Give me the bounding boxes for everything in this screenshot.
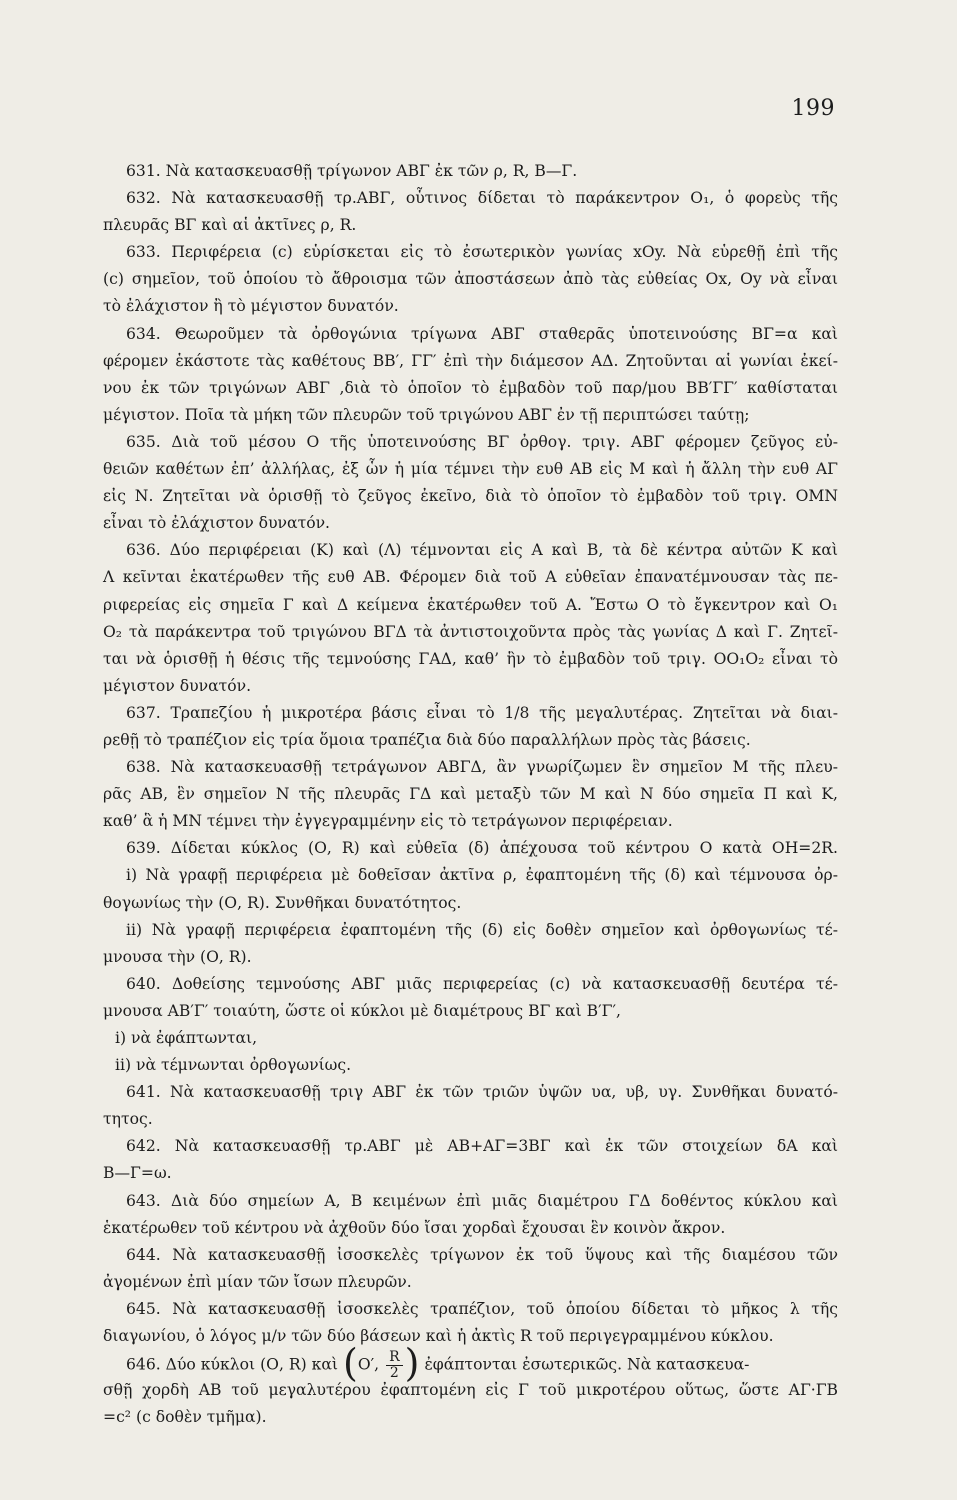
line: θειῶν καθέτων ἐπ’ ἀλλήλας, ἐξ ὧν ἡ μία τέμνει τὴν ευθ ΑΒ εἰς Μ καὶ ἡ ἄλλη τὴν ευθ ΑΓ	[103, 460, 838, 479]
line: 640. Δοθείσης τεμνούσης ΑΒΓ μιᾶς περιφερείας (c) νὰ κατασκευασθῇ δευτέρα τέ-	[126, 974, 838, 993]
line: ii) νὰ τέμνωνται ὀρθογωνίως.	[115, 1056, 352, 1075]
point-label: Ο′,	[357, 1355, 380, 1374]
line: εἰς Ν. Ζητεῖται νὰ ὁρισθῇ τὸ ζεῦγος ἐκεῖνο, διὰ τὸ ὁποῖον τὸ ἐμβαδὸν τοῦ τριγ. ΟΜΝ	[103, 487, 838, 506]
line: εἶναι τὸ ἐλάχιστον δυνατόν.	[103, 514, 331, 533]
line: τητος.	[103, 1110, 153, 1129]
fraction-denominator: 2	[389, 1365, 399, 1382]
right-paren: )	[404, 1340, 420, 1385]
line: καθ’ ἃ ἡ ΜΝ τέμνει τὴν ἐγγεγραμμένην εἰς τὸ τετράγωνον περιφέρειαν.	[103, 812, 673, 831]
fraction-numerator: R	[386, 1350, 403, 1366]
line: 631. Νὰ κατασκευασθῇ τρίγωνον ΑΒΓ ἐκ τῶν ρ, R, Β—Γ.	[126, 162, 578, 180]
line: ται νὰ ὁρισθῇ ἡ θέσις τῆς τεμνούσης ΓΑΔ, καθ’ ἣν τὸ ἐμβαδὸν τοῦ τριγ. ΟΟ₁Ο₂ εἶναι τὸ	[103, 649, 838, 668]
line: i) νὰ ἐφάπτωνται,	[115, 1029, 258, 1047]
exercise-text	[103, 158, 838, 1431]
line: Λ κεῖνται ἑκατέρωθεν τῆς ευθ ΑΒ. Φέρομεν διὰ τοῦ Α εὐθεῖαν ἐπανατέμνουσαν τὰς πε-	[103, 568, 838, 587]
line: 636. Δύο περιφέρειαι (Κ) καὶ (Λ) τέμνονται εἰς Α καὶ Β, τὰ δὲ κέντρα αὐτῶν Κ καὶ	[126, 541, 838, 560]
line: μνουσα ΑΒ′Γ′ τοιαύτη, ὥστε οἱ κύκλοι μὲ διαμέτρους ΒΓ καὶ Β′Γ′,	[103, 1001, 621, 1020]
line: 645. Νὰ κατασκευασθῇ ἰσοσκελὲς τραπέζιον, τοῦ ὁποίου δίδεται τὸ μῆκος λ τῆς	[126, 1299, 838, 1318]
line: πλευρᾶς ΒΓ καὶ αἱ ἀκτῖνες ρ, R.	[103, 216, 357, 235]
line: 641. Νὰ κατασκευασθῇ τριγ ΑΒΓ ἐκ τῶν τριῶν ὑψῶν υα, υβ, υγ. Συνθῆκαι δυνατό-	[126, 1083, 838, 1102]
line: =c² (c δοθὲν τμῆμα).	[103, 1408, 267, 1427]
line-646	[103, 1340, 838, 1385]
line: νου ἐκ τῶν τριγώνων ΑΒΓ ,διὰ τὸ ὁποῖον τὸ ἐμβαδὸν τοῦ παρ/μου ΒΒ′ΓΓ′ καθίσταται	[103, 378, 838, 397]
line: τὸ ἐλάχιστον ἢ τὸ μέγιστον δυνατόν.	[103, 297, 399, 316]
line: (c) σημεῖον, τοῦ ὁποίου τὸ ἄθροισμα τῶν ἀποστάσεων ἀπὸ τὰς εὐθείας Οx, Oy νὰ εἶναι	[103, 270, 838, 289]
line: μέγιστον. Ποῖα τὰ μήκη τῶν πλευρῶν τοῦ τριγώνου ΑΒΓ ἐν τῇ περιπτώσει ταύτῃ;	[103, 405, 750, 424]
line: διαγωνίου, ὁ λόγος μ/ν τῶν δύο βάσεων καὶ ἡ ἀκτὶς R τοῦ περιγεγραμμένου κύκλου.	[103, 1327, 774, 1346]
line-646-end: ἐφάπτονται ἐσωτερικῶς. Νὰ κατασκευα-	[424, 1355, 750, 1374]
left-paren: (	[343, 1340, 358, 1385]
line-646-start: 646. Δύο κύκλοι (Ο, R) καὶ	[126, 1355, 339, 1374]
line: 639. Δίδεται κύκλος (Ο, R) καὶ εὐθεῖα (δ) ἀπέχουσα τοῦ κέντρου Ο κατὰ ΟΗ=2R.	[126, 839, 838, 858]
line: 643. Διὰ δύο σημείων Α, Β κειμένων ἐπὶ μιᾶς διαμέτρου ΓΔ δοθέντος κύκλου καὶ	[126, 1191, 838, 1210]
line: ρεθῇ τὸ τραπέζιον εἰς τρία ὅμοια τραπέζια διὰ δύο παραλλήλων πρὸς τὰς βάσεις.	[103, 730, 751, 749]
line: 634. Θεωροῦμεν τὰ ὀρθογώνια τρίγωνα ΑΒΓ σταθερᾶς ὑποτεινούσης ΒΓ=α καὶ	[126, 324, 838, 343]
line: μέγιστον δυνατόν.	[103, 676, 252, 695]
line: φέρομεν ἑκάστοτε τὰς καθέτους ΒΒ′, ΓΓ′ ἐπὶ τὴν διάμεσον ΑΔ. Ζητοῦνται αἱ γωνίαι ἐκεί-	[103, 351, 838, 370]
line: ρᾶς ΑΒ, ἓν σημεῖον Ν τῆς πλευρᾶς ΓΔ καὶ μεταξὺ τῶν Μ καὶ Ν δύο σημεῖα Π καὶ Κ,	[103, 785, 838, 804]
line: Β—Γ=ω.	[103, 1164, 172, 1183]
line: 638. Νὰ κατασκευασθῇ τετράγωνον ΑΒΓΔ, ἂν γνωρίζωμεν ἓν σημεῖον Μ τῆς πλευ-	[126, 758, 838, 777]
line: θογωνίως τὴν (Ο, R). Συνθῆκαι δυνατότητος.	[103, 893, 462, 912]
line: σθῇ χορδὴ ΑΒ τοῦ μεγαλυτέρου ἐφαπτομένη εἰς Γ τοῦ μικροτέρου οὕτως, ὥστε ΑΓ·ΓΒ	[103, 1381, 838, 1400]
line: 632. Νὰ κατασκευασθῇ τρ.ΑΒΓ, οὗτινος δίδεται τὸ παράκεντρον Ο₁, ὁ φορεὺς τῆς	[126, 189, 838, 208]
line: 635. Διὰ τοῦ μέσου Ο τῆς ὑποτεινούσης ΒΓ ὀρθογ. τριγ. ΑΒΓ φέρομεν ζεῦγος εὐ-	[126, 432, 838, 451]
line: ἀγομένων ἐπὶ μίαν τῶν ἴσων πλευρῶν.	[103, 1272, 412, 1291]
line: ριφερείας εἰς σημεῖα Γ καὶ Δ κείμενα ἑκατέρωθεν τοῦ Α. Ἔστω Ο τὸ ἔγκεντρον καὶ Ο₁	[103, 595, 838, 614]
line: 642. Νὰ κατασκευασθῇ τρ.ΑΒΓ μὲ ΑΒ+ΑΓ=3ΒΓ καὶ ἐκ τῶν στοιχείων δΑ καὶ	[126, 1137, 838, 1156]
line: ii) Νὰ γραφῇ περιφέρεια ἐφαπτομένη τῆς (δ) εἰς δοθὲν σημεῖον καὶ ὀρθογωνίως τέ-	[126, 920, 838, 939]
line: 644. Νὰ κατασκευασθῇ ἰσοσκελὲς τρίγωνον ἐκ τοῦ ὕψους καὶ τῆς διαμέσου τῶν	[126, 1245, 838, 1264]
line: 633. Περιφέρεια (c) εὑρίσκεται εἰς τὸ ἐσωτερικὸν γωνίας xOy. Νὰ εὑρεθῇ ἐπὶ τῆς	[126, 243, 838, 262]
line: 637. Τραπεζίου ἡ μικροτέρα βάσις εἶναι τὸ 1/8 τῆς μεγαλυτέρας. Ζητεῖται νὰ διαι-	[126, 703, 838, 722]
line: Ο₂ τὰ παράκεντρα τοῦ τριγώνου ΒΓΔ τὰ ἀντιστοιχοῦντα πρὸς τὰς γωνίας Δ καὶ Γ. Ζητεῖ-	[103, 622, 838, 641]
page-number: 199	[791, 96, 835, 121]
line: μνουσα τὴν (Ο, R).	[103, 947, 252, 966]
line: ἑκατέρωθεν τοῦ κέντρου νὰ ἀχθοῦν δύο ἴσαι χορδαὶ ἔχουσαι ἓν κοινὸν ἄκρον.	[103, 1218, 726, 1237]
line: i) Νὰ γραφῇ περιφέρεια μὲ δοθεῖσαν ἀκτῖνα ρ, ἐφαπτομένη τῆς (δ) καὶ τέμνουσα ὀρ-	[126, 866, 838, 885]
